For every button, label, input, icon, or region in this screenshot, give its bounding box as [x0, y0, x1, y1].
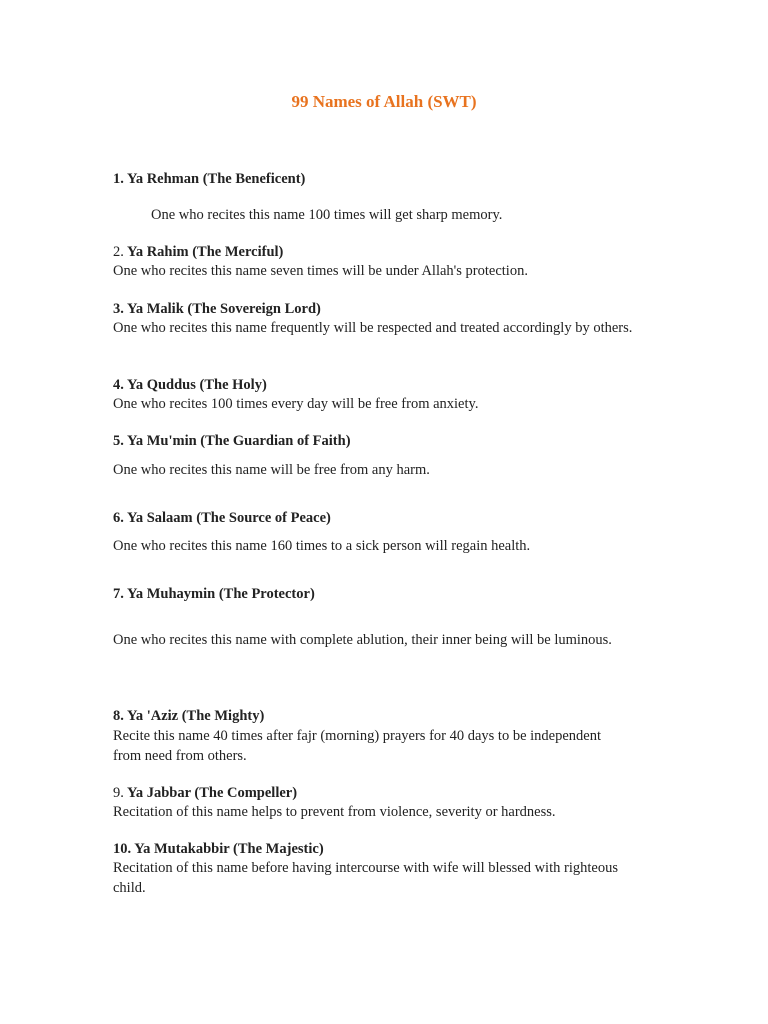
entry-heading-3 [113, 300, 321, 318]
entry-name: Ya Jabbar (The Compeller) [126, 785, 298, 801]
entry-text-9: Recitation of this name helps to prevent from violence, severity or hardness. [113, 804, 556, 820]
entry-number: 6. [113, 510, 124, 526]
entry-heading-1 [113, 170, 305, 188]
entry-name: Ya Salaam (The Source of Peace) [126, 510, 331, 526]
entry-text-3: One who recites this name frequently will be respected and treated accordingly by others. [113, 320, 633, 336]
entry-name: Ya Rehman (The Beneficent) [126, 171, 306, 187]
entry-name: Ya Mu'min (The Guardian of Faith) [126, 433, 351, 449]
entry-text-1: One who recites this name 100 times will get sharp memory. [151, 207, 503, 223]
document-title: 99 Names of Allah (SWT) [291, 92, 477, 111]
entry-heading-9 [113, 784, 297, 802]
entry-number: 10. [113, 841, 132, 857]
entry-heading-5 [113, 432, 351, 450]
entry-number: 8. [113, 708, 124, 724]
entry-heading-7 [113, 585, 315, 603]
entry-text-4: One who recites 100 times every day will be free from anxiety. [113, 396, 479, 412]
entry-text-5: One who recites this name will be free from any harm. [113, 462, 430, 478]
entry-name: Ya Mutakabbir (The Majestic) [134, 841, 324, 857]
entry-heading-4 [113, 376, 267, 394]
entry-number: 1. [113, 171, 124, 187]
entry-name: Ya Malik (The Sovereign Lord) [126, 301, 321, 317]
entry-name: Ya Muhaymin (The Protector) [126, 586, 315, 602]
entry-number: 9. [113, 785, 124, 801]
entry-number: 3. [113, 301, 124, 317]
entry-number: 5. [113, 433, 124, 449]
entry-number: 7. [113, 586, 124, 602]
entry-text-6: One who recites this name 160 times to a sick person will regain health. [113, 538, 531, 554]
entry-text-8: Recite this name 40 times after fajr (morning) prayers for 40 days to be independent from need from others. [113, 728, 602, 764]
entry-heading-6 [113, 509, 331, 527]
entry-name: Ya Rahim (The Merciful) [126, 244, 284, 260]
entry-heading-10 [113, 840, 324, 858]
entry-text-2: One who recites this name seven times will be under Allah's protection. [113, 263, 528, 279]
entry-text-10: Recitation of this name before having intercourse with wife will blessed with righteous child. [113, 860, 618, 896]
entry-name: Ya 'Aziz (The Mighty) [126, 708, 265, 724]
entry-name: Ya Quddus (The Holy) [126, 377, 267, 393]
entry-number: 2. [113, 244, 124, 260]
entry-text-7: One who recites this name with complete ablution, their inner being will be luminous. [113, 632, 612, 648]
entry-heading-8 [113, 707, 264, 725]
entry-heading-2 [113, 243, 283, 261]
entry-number: 4. [113, 377, 124, 393]
